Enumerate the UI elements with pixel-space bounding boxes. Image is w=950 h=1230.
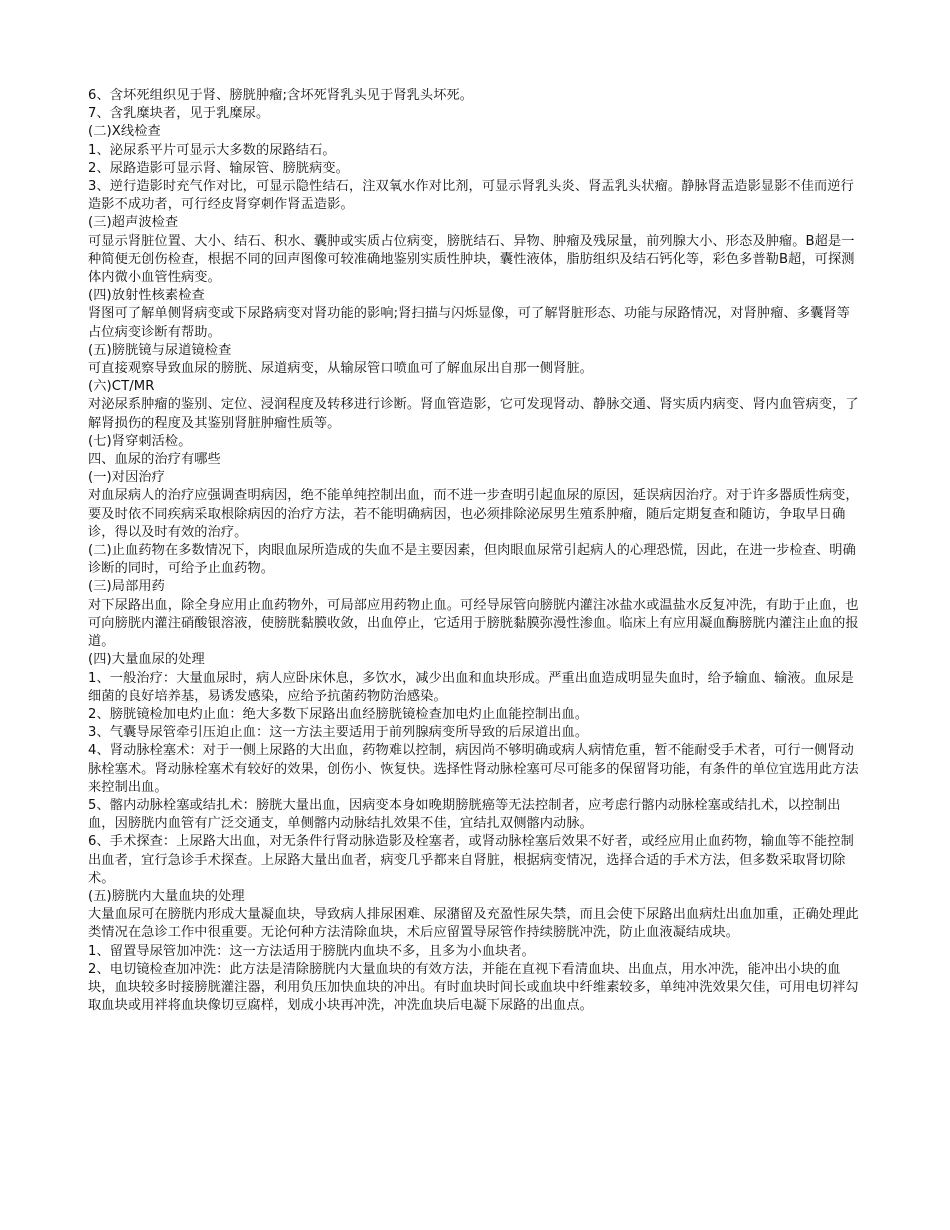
text-paragraph: 肾图可了解单侧肾病变或下尿路病变对肾功能的影响;肾扫描与闪烁显像，可了解肾脏形态、功能与尿路情况，对肾肿瘤、多囊肾等占位病变诊断有帮助。 [88,306,850,340]
document-page [88,87,863,1015]
text-paragraph: 1、一般治疗：大量血尿时，病人应卧床休息，多饮水，减少出血和血块形成。严重出血造成明显失血时，给予输血、输液。血尿是细菌的良好培养基，易诱发感染，应给予抗菌药物防治感染。 [88,670,854,704]
text-paragraph: 对下尿路出血，除全身应用止血药物外，可局部应用药物止血。可经导尿管向膀胱内灌注冰盐水或温盐水反复冲洗，有助于止血，也可向膀胱内灌注硝酸银溶液，使膀胱黏膜收敛，出血停止，它适用于膀胱黏膜弥漫性渗血。临床上有应用凝血酶膀胱内灌注止血的报道。 [88,597,859,650]
section-heading: (一)对因治疗 [88,470,165,486]
section-heading: (二)X线检查 [88,124,161,140]
text-line: 2、膀胱镜检加电灼止血：绝大多数下尿路出血经膀胱镜检查加电灼止血能控制出血。 [88,706,589,722]
text-paragraph: 3、逆行造影时充气作对比，可显示隐性结石，注双氧水作对比剂，可显示肾乳头炎、肾盂乳头状瘤。静脉肾盂造影显影不佳而逆行造影不成功者，可行经皮肾穿刺作肾盂造影。 [88,179,854,213]
text-line: 3、气囊导尿管牵引压迫止血：这一方法主要适用于前列腺病变所导致的后尿道出血。 [88,725,589,741]
text-paragraph: 大量血尿可在膀胱内形成大量凝血块，导致病人排尿困难、尿潴留及充盈性尿失禁，而且会使下尿路出血病灶出血加重，正确处理此类情况在急诊工作中很重要。无论何种方法清除血块，术后应留置导尿管作持续膀胱冲洗，防止血液凝结成块。 [88,907,859,941]
text-line: 6、含坏死组织见于肾、膀胱肿瘤;含坏死肾乳头见于肾乳头坏死。 [88,88,474,103]
text-line: 1、泌尿系平片可显示大多数的尿路结石。 [88,142,336,158]
section-heading: (七)肾穿刺活检。 [88,433,192,449]
text-paragraph: 4、肾动脉栓塞术：对于一侧上尿路的大出血，药物难以控制，病因尚不够明确或病人病情危重，暂不能耐受手术者，可行一侧肾动脉栓塞术。肾动脉栓塞术有较好的效果，创伤小、恢复快。选择性肾动脉栓塞可尽可能多的保留肾功能，有条件的单位宜选用此方法来控制出血。 [88,743,859,795]
section-heading: (五)膀胱镜与尿道镜检查 [88,342,232,358]
section-heading: (三)超声波检查 [88,215,179,231]
text-paragraph: 对泌尿系肿瘤的鉴别、定位、浸润程度及转移进行诊断。肾血管造影，它可发现肾动、静脉交通、肾实质内病变、肾内血管病变，了解肾损伤的程度及其鉴别肾脏肿瘤性质等。 [88,397,859,431]
text-line: 可直接观察导致血尿的膀胱、尿道病变，从输尿管口喷血可了解血尿出自那一侧肾脏。 [88,361,593,377]
text-line: 7、含乳糜块者，见于乳糜尿。 [88,106,270,122]
text-paragraph: 对血尿病人的治疗应强调查明病因，绝不能单纯控制出血，而不进一步查明引起血尿的原因，延误病因治疗。对于许多器质性病变，要及时依不同疾病采取根除病因的治疗方法，若不能明确病因，也必须排除泌尿男生殖系肿瘤，随后定期复查和随访，争取早日确诊，得以及时有效的治疗。 [88,488,859,540]
text-line: 1、留置导尿管加冲洗：这一方法适用于膀胱内血块不多，且多为小血块者。 [88,943,535,959]
text-paragraph: (二)止血药物在多数情况下，肉眼血尿所造成的失血不是主要因素，但肉眼血尿常引起病人的心理恐慌，因此，在进一步检查、明确诊断的同时，可给予止血药物。 [88,543,856,577]
section-heading: (四)放射性核素检查 [88,288,205,304]
text-paragraph: 6、手术探查：上尿路大出血，对无条件行肾动脉造影及栓塞者，或肾动脉栓塞后效果不好者，或经应用止血药物，输血等不能控制出血者，宜行急诊手术探查。上尿路大量出血者，病变几乎都来自肾脏，根据病变情况，选择合适的手术方法，但多数采取肾切除术。 [88,834,854,886]
text-paragraph: 可显示肾脏位置、大小、结石、积水、囊肿或实质占位病变，膀胱结石、异物、肿瘤及残尿量，前列腺大小、形态及肿瘤。B超是一种简便无创伤检查，根据不同的回声图像可较准确地鉴别实质性肿块，囊性液体，脂肪组织及结石钙化等，彩色多普勒B超，可探测体内微小血管性病变。 [88,233,855,286]
section-heading: (五)膀胱内大量血块的处理 [88,888,245,904]
text-paragraph: 5、髂内动脉栓塞或结扎术：膀胱大量出血，因病变本身如晚期膀胱癌等无法控制者，应考虑行髂内动脉栓塞或结扎术，以控制出血，因膀胱内血管有广泛交通支，单侧髂内动脉结扎效果不佳，宜结扎双侧髂内动脉。 [88,797,841,832]
chapter-heading: 四、血尿的治疗有哪些 [88,452,221,468]
text-line: 2、尿路造影可显示肾、输尿管、膀胱病变。 [88,160,349,176]
section-heading: (四)大量血尿的处理 [88,652,205,668]
section-heading: (六)CT/MR [88,379,155,395]
text-paragraph: 2、电切镜检查加冲洗：此方法是清除膀胱内大量血块的有效方法，并能在直视下看清血块、出血点，用水冲洗，能冲出小块的血块，血块较多时接膀胱灌注器，利用负压加快血块的冲出。有时血块时间长或血块中纤维素较多，单纯冲洗效果欠佳，可用电切袢勾取血块或用袢将血块像切豆腐样，划成小块再冲洗，冲洗血块后电凝下尿路的出血点。 [88,961,859,1014]
section-heading: (三)局部用药 [88,579,165,595]
